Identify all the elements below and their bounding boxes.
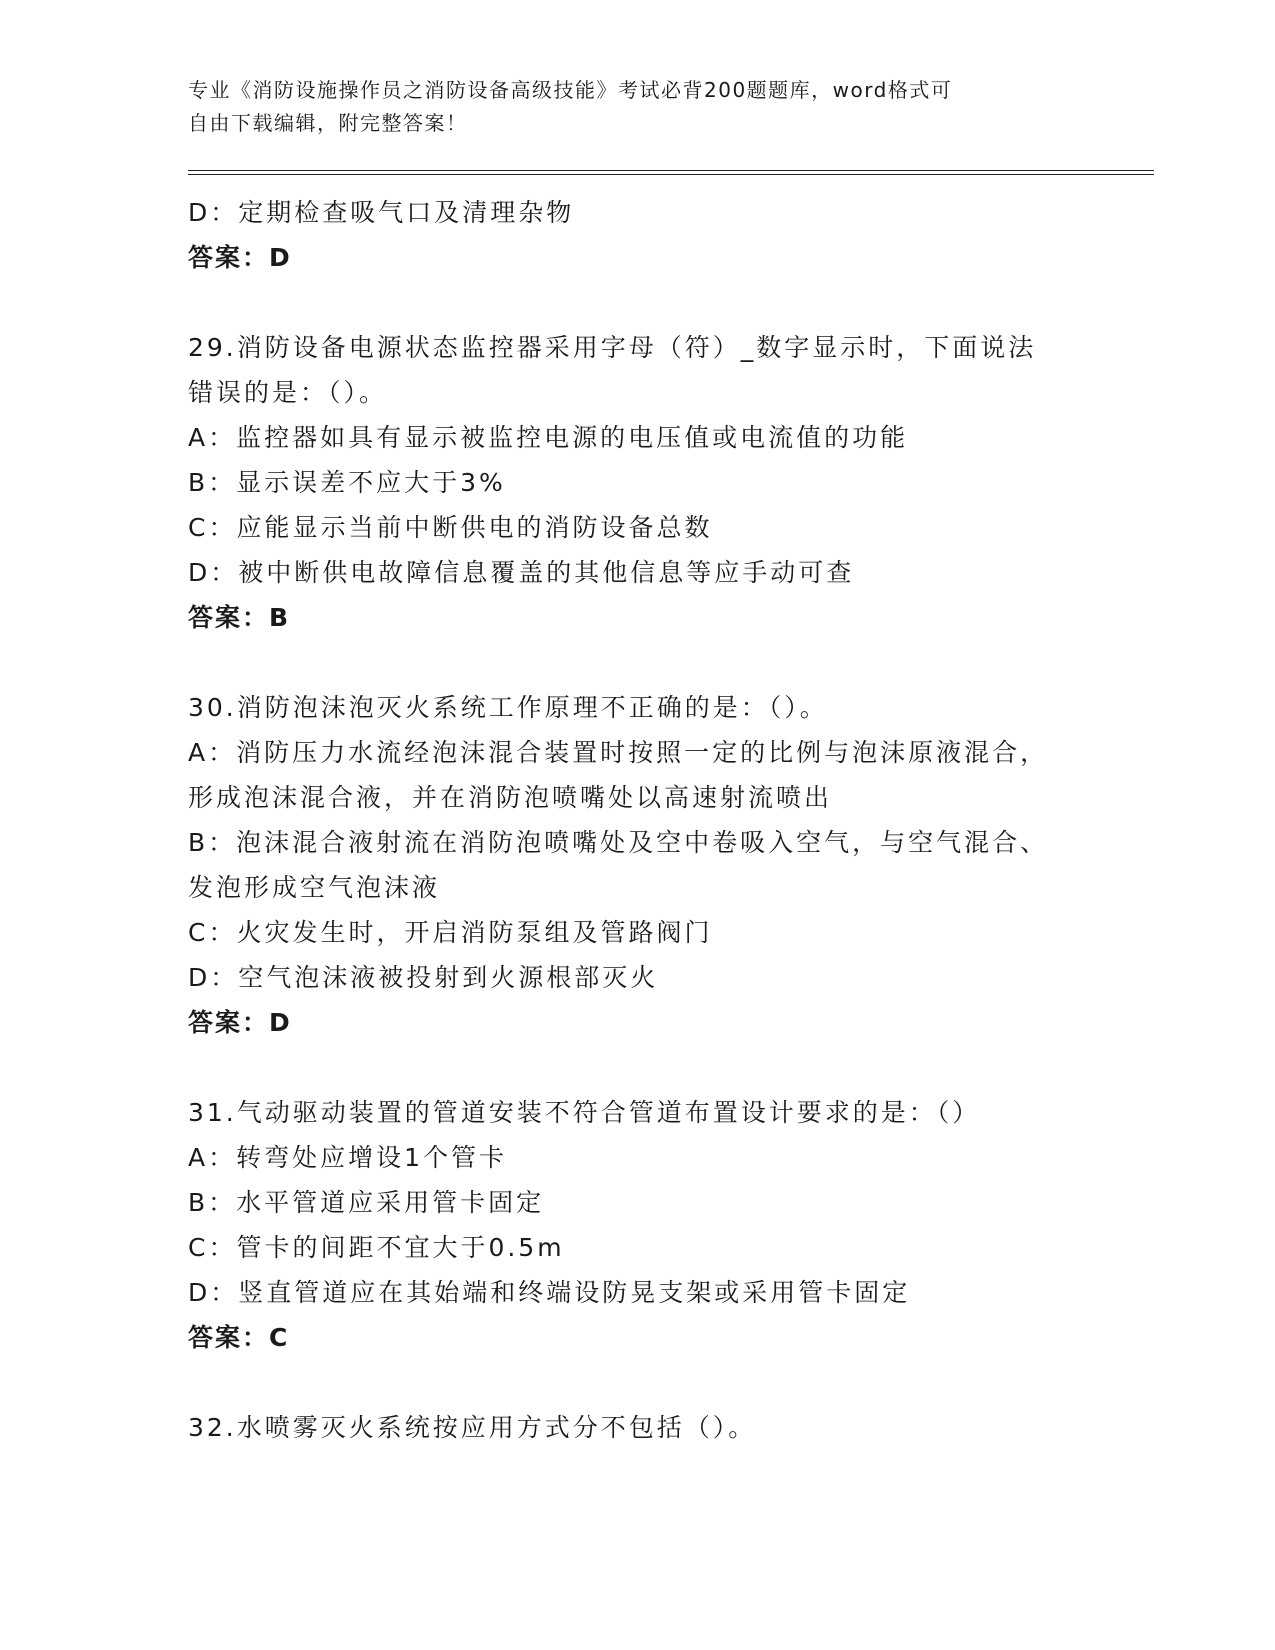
q29-option-b: B：显示误差不应大于3% xyxy=(188,468,506,497)
q30-answer: 答案：D xyxy=(188,1008,292,1037)
q30-stem: 30.消防泡沫泡灭火系统工作原理不正确的是：（）。 xyxy=(188,693,828,722)
q30-option-c: C：火灾发生时，开启消防泵组及管路阀门 xyxy=(188,918,713,947)
spacer xyxy=(188,640,1088,685)
spacer xyxy=(188,1360,1088,1405)
question-content xyxy=(188,190,1088,1450)
header-rule-bottom xyxy=(188,174,1154,175)
header-rule-top xyxy=(188,170,1154,171)
q30-option-a-line-1: A：消防压力水流经泡沫混合装置时按照一定的比例与泡沫原液混合， xyxy=(188,738,1049,767)
q30-option-b-line-1: B：泡沫混合液射流在消防泡喷嘴处及空中卷吸入空气，与空气混合、 xyxy=(188,828,1049,857)
q29-stem-line-1: 29.消防设备电源状态监控器采用字母（符）_数字显示时，下面说法 xyxy=(188,333,1037,362)
q31-option-c: C：管卡的间距不宜大于0.5m xyxy=(188,1233,565,1262)
q29-option-d: D：被中断供电故障信息覆盖的其他信息等应手动可查 xyxy=(188,558,855,587)
q30-option-d: D：空气泡沫液被投射到火源根部灭火 xyxy=(188,963,659,992)
q31-option-a: A：转弯处应增设1个管卡 xyxy=(188,1143,508,1172)
q31-answer: 答案：C xyxy=(188,1323,290,1352)
q29-stem-line-2: 错误的是：（）。 xyxy=(188,378,388,407)
q31-stem: 31.气动驱动装置的管道安装不符合管道布置设计要求的是：（） xyxy=(188,1098,981,1127)
prev-option-d: D：定期检查吸气口及清理杂物 xyxy=(188,198,575,227)
prev-answer: 答案：D xyxy=(188,243,292,272)
header-line-1: 专业《消防设施操作员之消防设备高级技能》考试必背200题题库，word格式可 xyxy=(188,78,953,102)
q32-stem: 32.水喷雾灭火系统按应用方式分不包括（）。 xyxy=(188,1413,757,1442)
document-header xyxy=(188,74,1068,140)
q31-option-b: B：水平管道应采用管卡固定 xyxy=(188,1188,545,1217)
spacer xyxy=(188,1045,1088,1090)
q30-option-b-line-2: 发泡形成空气泡沫液 xyxy=(188,873,441,902)
spacer xyxy=(188,280,1088,325)
q30-option-a-line-2: 形成泡沫混合液，并在消防泡喷嘴处以高速射流喷出 xyxy=(188,783,833,812)
header-line-2: 自由下载编辑，附完整答案！ xyxy=(188,111,468,135)
q31-option-d: D：竖直管道应在其始端和终端设防晃支架或采用管卡固定 xyxy=(188,1278,911,1307)
q29-option-c: C：应能显示当前中断供电的消防设备总数 xyxy=(188,513,713,542)
q29-option-a: A：监控器如具有显示被监控电源的电压值或电流值的功能 xyxy=(188,423,909,452)
q29-answer: 答案：B xyxy=(188,603,291,632)
